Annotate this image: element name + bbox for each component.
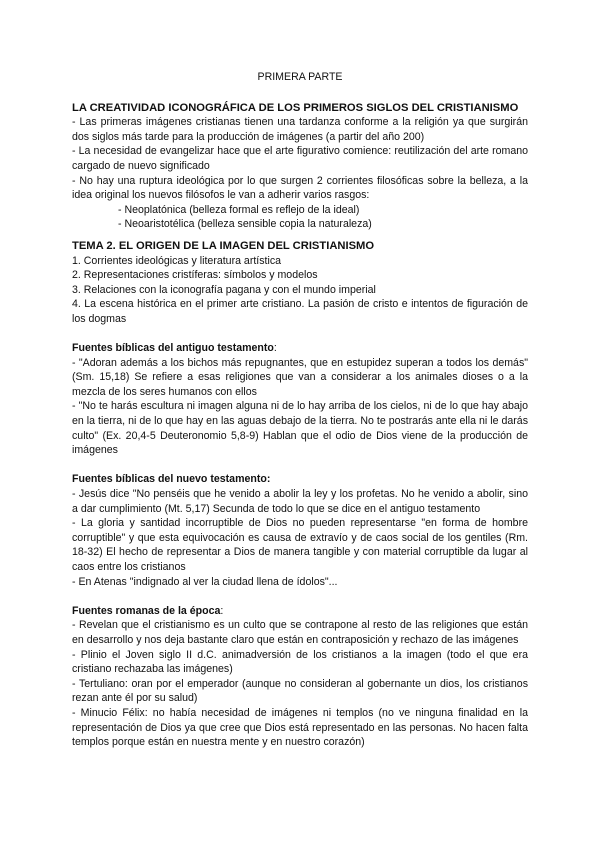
sub-item: - Neoplatónica (belleza formal es reflejo de la ideal) [118, 203, 360, 216]
section-creatividad [72, 101, 528, 232]
paragraph: - Las primeras imágenes cristianas tienen una tardanza conforme a la religión ya que surgirán dos siglos más tarde para la producción de imágenes (a partir del año 200) [72, 116, 528, 143]
paragraph: - Jesús dice "No penséis que he venido a abolir la ley y los profetas. No he venido a abolir, sino a dar cumplimiento (Mt. 5,17) Secunda de todo lo que se dice en el antiguo testamento [72, 488, 528, 515]
section-tema-2 [72, 239, 528, 327]
part-title: PRIMERA PARTE [257, 71, 343, 83]
paragraph: - Tertuliano: oran por el emperador (aunque no consideran al gobernante un dios, los cristianos rezan ante él por su salud) [72, 677, 528, 705]
paragraph: - La necesidad de evangelizar hace que el arte figurativo comience: reutilización del arte romano cargado de nuevo significado [72, 145, 528, 172]
section-nuevo-testamento [72, 472, 528, 589]
subsection-heading: Fuentes bíblicas del nuevo testamento: [72, 473, 271, 486]
section-heading: TEMA 2. EL ORIGEN DE LA IMAGEN DEL CRISTIANISMO [72, 239, 375, 252]
sub-item: - Neoaristotélica (belleza sensible copia la naturaleza) [118, 218, 372, 231]
section-antiguo-testamento [72, 341, 528, 458]
subsection-heading [72, 604, 528, 619]
list-item: 4. La escena histórica en el primer arte cristiano. La pasión de cristo e intentos de figuración de los dogmas [72, 298, 528, 325]
paragraph: - Plinio el Joven siglo II d.C. animadversión de los cristianos a la imagen (todo el que era cristiano rechazaba las imágenes) [72, 648, 528, 676]
paragraph: - "No te harás escultura ni imagen alguna ni de lo hay arriba de los cielos, ni de lo que hay abajo en la tierra, ni de lo que hay en las aguas debajo de la tierra. No te postrarás ante ella ni le darás culto" (Ex. 20,4-5 Deuteronomio 5,8-9) Hablan que el odio de Dios viene de la producción de imágenes [72, 400, 528, 457]
paragraph: - No hay una ruptura ideológica por lo que surgen 2 corrientes filosóficas sobre la belleza, a la idea original los nuevos filósofos le van a adherir varios rasgos: [72, 174, 528, 202]
list-item: 3. Relaciones con la iconografía pagana y con el mundo imperial [72, 283, 376, 296]
paragraph: - La gloria y santidad incorruptible de Dios no pueden representarse "en forma de hombre corruptible" y que esta equivocación es causa de extravío y de caos social de los gentiles (Rm. 18-32) El hecho de representar a Dios de manera tangible y con material corruptible da lugar al caos entre los cristianos [72, 517, 528, 573]
section-fuentes-romanas [72, 604, 528, 750]
heading-colon: : [273, 342, 277, 355]
list-item: 2. Representaciones cristíferas: símbolos y modelos [72, 269, 318, 282]
paragraph: - Revelan que el cristianismo es un culto que se contrapone al resto de las religiones que están en desarrollo y nos deja bastante claro que están en contraposición y rechazo de las imágenes [72, 619, 528, 646]
heading-colon: : [220, 604, 224, 617]
list-item: 1. Corrientes ideológicas y literatura artística [72, 254, 282, 267]
subsection-heading-text: Fuentes bíblicas del antiguo testamento [72, 342, 274, 355]
subsection-heading [72, 341, 528, 356]
section-heading: LA CREATIVIDAD ICONOGRÁFICA DE LOS PRIMEROS SIGLOS DEL CRISTIANISMO [72, 101, 519, 114]
paragraph: - Minucio Félix: no había necesidad de imágenes ni templos (no ve ninguna finalidad en la representación de Dios ya que cree que Dios está representado en las personas. No hacen falta templos porque están en nuestra mente y en nuestro corazón) [72, 706, 528, 749]
paragraph: - En Atenas "indignado al ver la ciudad llena de ídolos"... [72, 575, 338, 588]
paragraph: - "Adoran además a los bichos más repugnantes, que en estupidez superan a todos los demás" (Sm. 15,18) Se refiere a esas religiones que van a considerar a los animales dioses o a la mezcla de los seres humanos con ellos [72, 356, 528, 398]
subsection-heading-text: Fuentes romanas de la época [72, 604, 221, 617]
